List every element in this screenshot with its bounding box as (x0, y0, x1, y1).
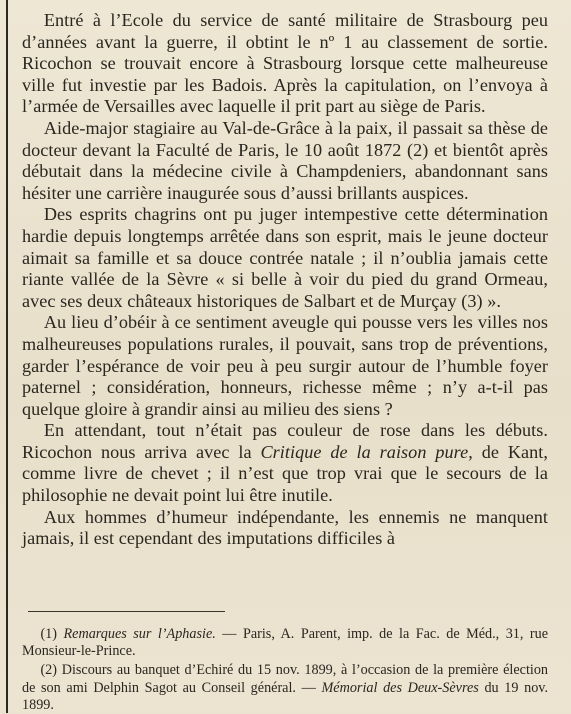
paragraph-3: Des esprits chagrins ont pu juger intempestive cette détermination hardie depuis longtemps arrêtée dans son esprit, mais le jeune docteur aimait sa famille et sa douce contrée natale ; il n’oublia jamais cette riante vallée de la Sèvre « si belle à voir du pied du grand Ormeau, avec ses deux châteaux historiques de Salbart et de Murçay (3) ». (22, 204, 548, 311)
paragraph-2: Aide-major stagiaire au Val-de-Grâce à la paix, il passait sa thèse de docteur devant la Faculté de Paris, le 10 août 1872 (2) et bientôt après débutait dans la médecine civile à Champdeniers, abandonnant sans hésiter une carrière inaugurée sous d’aussi brillants auspices. (22, 117, 548, 203)
footnote-1-title: Remarques sur l’Aphasie. (63, 626, 216, 642)
footnote-2-end: du 19 nov. 1899. (22, 679, 549, 713)
footnote-2-text: Discours au banquet d’Echiré du 15 nov. 1899, à l’occasion de la première élection de son ami Delphin Sagot au Conseil général. — (22, 662, 549, 696)
paragraph-6: Aux hommes d’humeur indépendante, les ennemis ne manquent jamais, il est cependant des imputations difficiles à (22, 506, 548, 549)
footnote-divider (28, 611, 225, 612)
footnote-2 (22, 662, 548, 714)
footnotes (22, 626, 548, 714)
footnote-1-text: — Paris, A. Parent, imp. de la Fac. de Méd., 31, rue Monsieur-le-Prince. (22, 626, 549, 660)
footnote-1 (22, 626, 548, 660)
footnote-1-marker: (1) (40, 626, 57, 642)
footnote-2-title: Mémorial des Deux-Sèvres (321, 679, 479, 696)
main-text (22, 10, 548, 550)
footnote-2-marker: (2) (40, 662, 57, 679)
book-title: Critique de la raison pure (260, 441, 469, 462)
paragraph-4: Au lieu d’obéir à ce sentiment aveugle qui pousse vers les villes nos malheureuses populations rurales, il pouvait, sans trop de préventions, garder l’espérance de voir peu à peu surgir autour de l’humble foyer paternel ; considération, honneurs, richesse même ; n’y a-t-il pas quelque gloire à grandir ainsi au milieu des siens ? (22, 312, 548, 419)
paragraph-5-text-b: , de Kant, comme livre de chevet ; il n’est que trop vrai que le secours de la philosophie ne devait point lui être inutile. (22, 441, 548, 506)
paragraph-5-text-a: En attendant, tout n’était pas couleur de rose dans les débuts. Ricochon nous arriva avec la (22, 420, 548, 462)
paragraph-1: Entré à l’Ecole du service de santé militaire de Strasbourg peu d’années avant la guerre, il obtint le nº 1 au classement de sortie. Ricochon se trouvait encore à Strasbourg lorsque cette malheureuse ville fut investie par les Badois. Après la capitulation, on l’envoya à l’armée de Versailles avec laquelle il prit part au siège de Paris. (22, 10, 548, 117)
page-edge-line (6, 0, 8, 713)
paragraph-5 (22, 420, 548, 506)
